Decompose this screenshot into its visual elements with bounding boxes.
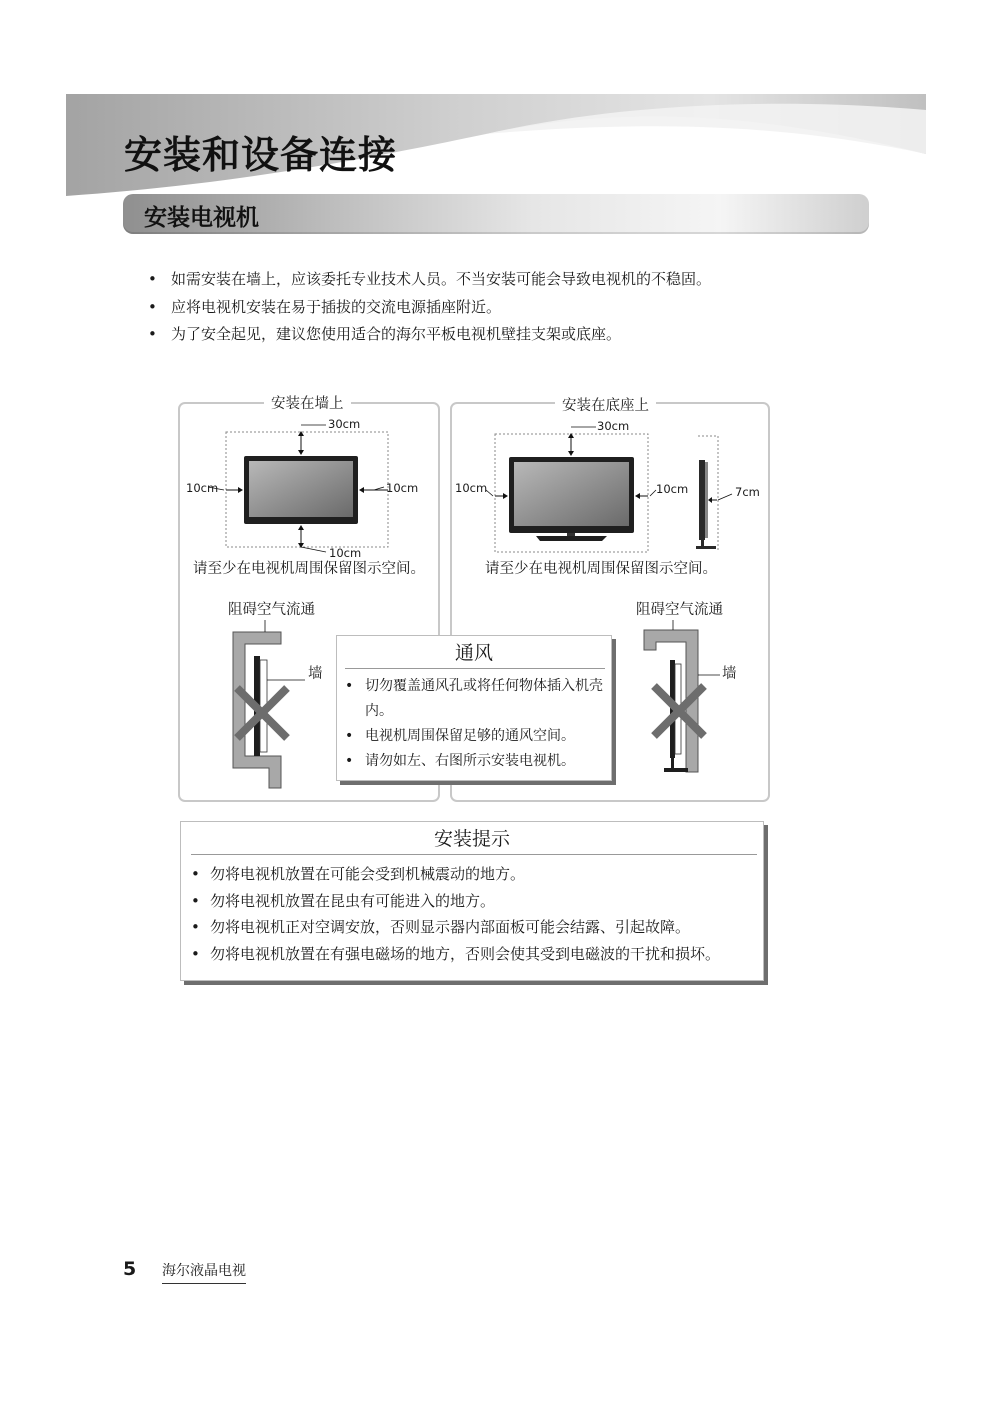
footer-product-name: 海尔液晶电视	[162, 1260, 246, 1284]
ventilation-rule	[345, 668, 605, 669]
stand-back-gap: 7cm	[735, 485, 760, 499]
wall-label-left: 墙	[308, 666, 323, 682]
intro-item: • 如需安装在墙上，应该委托专业技术人员。不当安装可能会导致电视机的不稳固。	[148, 266, 908, 294]
ventilation-item: • 切勿覆盖通风孔或将任何物体插入机壳内。	[345, 674, 607, 724]
installation-tips-box	[180, 821, 764, 981]
tips-list	[191, 861, 763, 967]
wall-blocked-label: 阻碍空气流通	[228, 602, 315, 618]
tips-title: 安装提示	[433, 828, 510, 850]
intro-item: • 应将电视机安装在易于插拔的交流电源插座附近。	[148, 294, 908, 322]
ventilation-box	[336, 635, 612, 781]
tips-item: • 勿将电视机放置在有强电磁场的地方，否则会使其受到电磁波的干扰和损坏。	[191, 941, 763, 968]
stand-blocked-label: 阻碍空气流通	[636, 602, 723, 618]
wall-bottom-gap: 10cm	[329, 546, 362, 560]
section-title: 安装电视机	[144, 205, 259, 231]
stand-panel-title: 安装在底座上	[555, 396, 656, 416]
tips-item: • 勿将电视机正对空调安放，否则显示器内部面板可能会结露、引起故障。	[191, 914, 763, 941]
intro-list	[148, 266, 908, 349]
tips-rule	[191, 854, 757, 855]
stand-caption: 请至少在电视机周围保留图示空间。	[485, 561, 717, 577]
stand-top-gap: 30cm	[597, 419, 630, 433]
page-number: 5	[123, 1258, 137, 1280]
wall-panel-title: 安装在墙上	[264, 394, 351, 414]
wall-right-gap: 10cm	[386, 481, 419, 495]
tips-item: • 勿将电视机放置在可能会受到机械震动的地方。	[191, 861, 763, 888]
page-title: 安装和设备连接	[124, 133, 398, 177]
ventilation-item: • 电视机周围保留足够的通风空间。	[345, 724, 607, 749]
stand-right-gap: 10cm	[656, 482, 689, 496]
wall-recess-diagram	[225, 620, 335, 795]
stand-left-gap: 10cm	[455, 481, 488, 495]
ventilation-list	[345, 674, 607, 774]
wall-top-gap: 30cm	[328, 417, 361, 431]
stand-recess-diagram	[640, 620, 750, 795]
wall-left-gap: 10cm	[186, 481, 219, 495]
wall-caption: 请至少在电视机周围保留图示空间。	[193, 561, 425, 577]
tips-item: • 勿将电视机放置在昆虫有可能进入的地方。	[191, 888, 763, 915]
wall-label-right: 墙	[722, 666, 737, 682]
intro-item: • 为了安全起见，建议您使用适合的海尔平板电视机壁挂支架或底座。	[148, 321, 908, 349]
ventilation-title: 通风	[454, 642, 493, 664]
ventilation-item: • 请勿如左、右图所示安装电视机。	[345, 749, 607, 774]
